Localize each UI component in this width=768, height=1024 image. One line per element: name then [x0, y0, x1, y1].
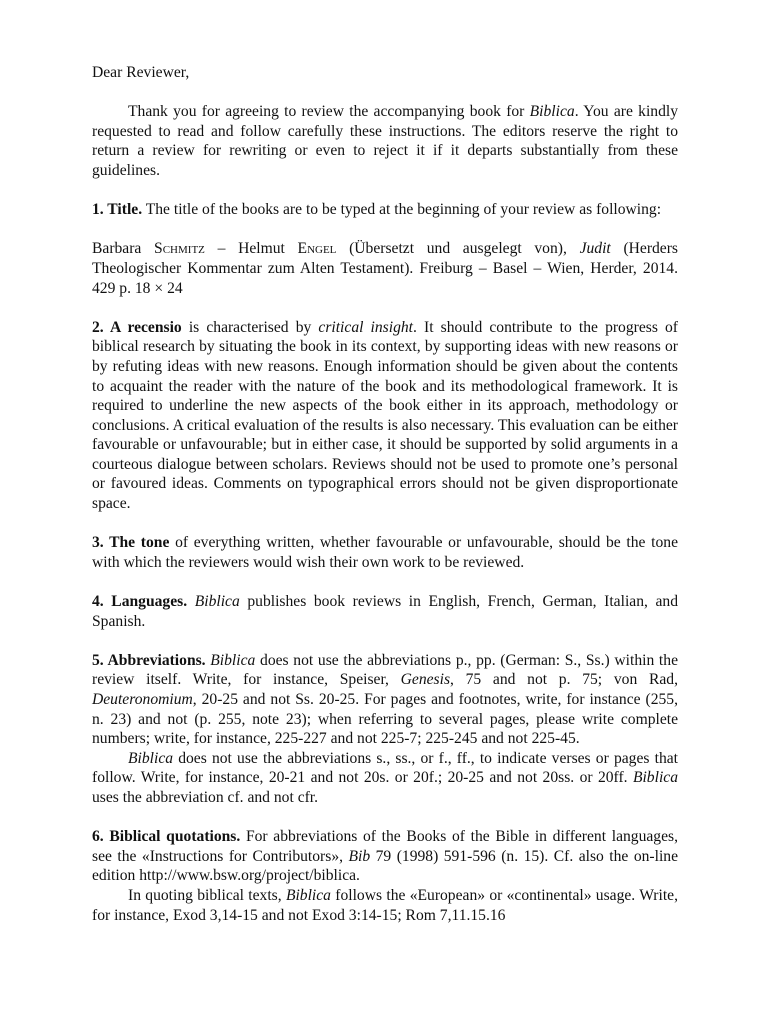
- intro-text: Thank you for agreeing to review the accompanying book for: [128, 103, 530, 121]
- quotations-paragraph-2: [92, 886, 678, 925]
- section-text: . It should contribute to the progress of biblical research by situating the book in its context, by supporting ideas with new reasons or by refuting ideas with new reasons. Enough information should be given about the contents to acquaint the reader with the nature of the book and its methodological framework. It is required to underline the new aspects of the book either in its approach, methodology or conclusions. A critical evaluation of the results is also necessary. This evaluation can be either favourable or unfavourable; but in either case, it should be supported by solid arguments in a courteous dialogue between scholars. Reviews should not be used to promote one’s personal or favoured ideas. Comments on typographical errors should not be given disproportionate space.: [92, 318, 678, 513]
- journal-name: Biblica: [194, 593, 240, 611]
- book-title: Deuteronomium: [92, 691, 193, 708]
- journal-name: Biblica: [128, 749, 174, 767]
- journal-name: Biblica: [529, 103, 575, 121]
- journal-name: Biblica: [632, 769, 678, 787]
- section-text: is characterised by: [181, 318, 319, 336]
- section-heading: 6. Biblical quotations.: [92, 828, 241, 846]
- section-text: does not use the abbreviations p., pp. (German: S., Ss.) within the review itself. Write, for instance, Speiser,: [92, 651, 678, 689]
- section-text: uses the abbreviation cf. and not cfr.: [92, 788, 319, 806]
- section-text: of everything written, whether favourable or unfavourable, should be the tone with which the reviewers would wish their own work to be reviewed.: [92, 534, 679, 571]
- section-heading: 4. Languages.: [92, 593, 188, 611]
- section-heading: 5. Abbreviations.: [92, 651, 206, 669]
- section-text: publishes book reviews in English, French, German, Italian, and Spanish.: [92, 593, 679, 630]
- section-heading: 3. The tone: [92, 534, 170, 552]
- salutation: Dear Reviewer,: [92, 64, 190, 81]
- section-tone: [92, 533, 678, 572]
- section-languages: [92, 592, 678, 631]
- section-text: 79 (1998) 591-596 (n. 15). Cf. also the on-line edition http://www.bsw.org/project/biblica.: [92, 847, 678, 885]
- intro-paragraph: [92, 102, 678, 180]
- citation-separator: – Helmut: [204, 240, 298, 258]
- section-heading: 1. Title.: [92, 201, 143, 219]
- section-text: In quoting biblical texts,: [128, 886, 286, 904]
- citation-text: (Übersetzt und ausgelegt von),: [336, 240, 580, 258]
- intro-text: . You are kindly requested to read and follow carefully these instructions. The editors reserve the right to return a review for rewriting or even to reject it if it departs substantially from these guidelines.: [92, 103, 678, 179]
- section-text: does not use the abbreviations s., ss., or f., ff., to indicate verses or pages that follow. Write, for instance, 20-21 and not 20s. or 20f.; 20-25 and not 20ss. or 20ff.: [92, 749, 678, 787]
- journal-name: Biblica: [210, 651, 256, 669]
- journal-name: Biblica: [285, 886, 331, 904]
- author-last-name: Engel: [297, 240, 337, 258]
- abbreviations-paragraph-2: [92, 749, 678, 808]
- journal-abbreviation: Bib: [348, 847, 371, 865]
- section-biblical-quotations: [92, 827, 678, 886]
- citation-text: (Herders Theologischer Kommentar zum Alten Testament). Freiburg – Basel – Wien, Herder, 2014. 429 p. 18 × 24: [92, 240, 678, 297]
- example-citation: [92, 239, 678, 298]
- section-heading: 2. A recensio: [92, 318, 182, 336]
- section-text: follows the «European» or «continental» usage. Write, for instance, Exod 3,14-15 and not Exod 3:14-15; Rom 7,11.15.16: [92, 886, 678, 924]
- section-abbreviations: [92, 651, 678, 749]
- author-last-name: Schmitz: [154, 240, 205, 258]
- section-text: The title of the books are to be typed at the beginning of your review as following:: [142, 201, 662, 219]
- section-text: , 75 and not p. 75; von Rad,: [450, 671, 678, 689]
- section-recensio: [92, 318, 678, 514]
- book-title: Judit: [579, 240, 611, 258]
- section-title: [92, 200, 678, 220]
- book-title: Genesis: [400, 671, 451, 689]
- emphasis-text: critical insight: [318, 318, 414, 336]
- author-first-name: Barbara: [92, 240, 155, 258]
- section-text: For abbreviations of the Books of the Bible in different languages, see the «Instructions for Contributors»,: [92, 828, 678, 865]
- section-text: , 20-25 and not Ss. 20-25. For pages and footnotes, write, for instance (255, n. 23) and not (p. 255, note 23); when referring to several pages, please write complete numbers; write, for instance, 225-227 and not 225-7; 225-245 and not 225-45.: [92, 691, 678, 748]
